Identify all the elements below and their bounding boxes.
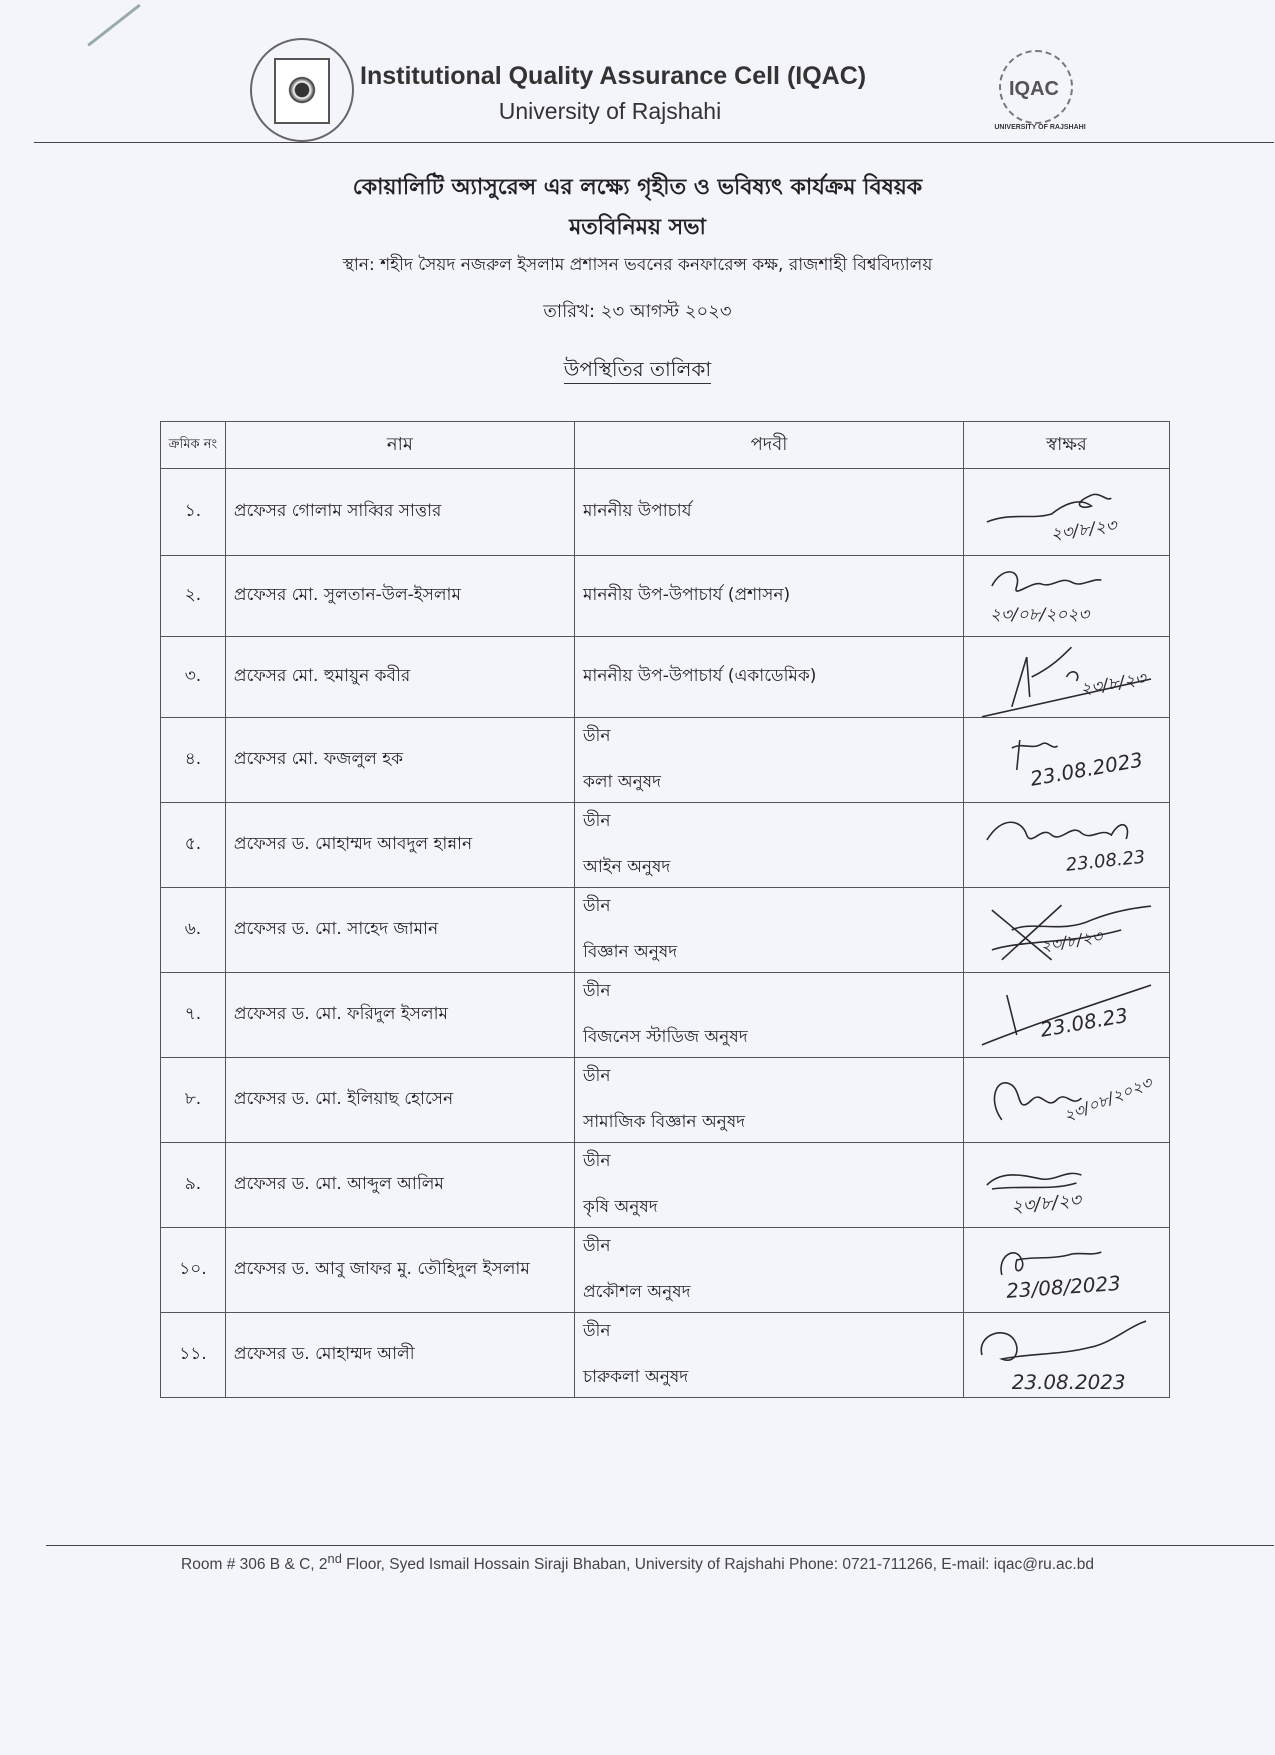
row-signature: [964, 888, 1170, 973]
attendance-table: [160, 421, 1170, 1398]
meeting-title-line1: কোয়ালিটি অ্যাসুরেন্স এর লক্ষ্যে গৃহীত ও ভবিষ্যৎ কার্যক্রম বিষয়ক: [352, 175, 923, 200]
row-serial: ১.: [161, 469, 226, 556]
signature-4: [972, 720, 1161, 800]
row-designation: [574, 1143, 963, 1228]
row-signature: [964, 637, 1170, 718]
footer-address: [0, 1551, 1275, 1574]
row-designation: [574, 1313, 963, 1398]
list-title-text: উপস্থিতির তালিকা: [564, 357, 711, 384]
designation-line1: ডীন: [582, 981, 611, 1001]
header-subtitle: University of Rajshahi: [498, 98, 722, 124]
designation-line2: বিজনেস স্টাডিজ অনুষদ: [582, 1027, 748, 1047]
row-serial: ৫.: [161, 803, 226, 888]
signature-date: 23.08.2023: [1028, 748, 1145, 791]
designation-line2: বিজ্ঞান অনুষদ: [582, 942, 678, 962]
row-name: প্রফেসর ড. মো. আব্দুল আলিম: [225, 1143, 574, 1228]
designation-line1: ডীন: [582, 726, 611, 746]
designation-line1: ডীন: [582, 811, 611, 831]
row-name: প্রফেসর মো. সুলতান-উল-ইসলাম: [225, 556, 574, 637]
row-signature: [964, 973, 1170, 1058]
row-serial: ৯.: [161, 1143, 226, 1228]
row-designation: [574, 469, 963, 556]
table-row: [161, 1143, 1170, 1228]
designation-line1: ডীন: [582, 896, 611, 916]
signature-date: ২৩/০৮/২০২৩: [1060, 1072, 1155, 1126]
designation-line2: কলা অনুষদ: [582, 772, 662, 792]
row-designation: [574, 556, 963, 637]
header-title: Institutional Quality Assurance Cell (IQAC): [360, 62, 867, 90]
row-name: প্রফেসর ড. মো. ফরিদুল ইসলাম: [225, 973, 574, 1058]
signature-1: [972, 472, 1161, 552]
designation-line1: ডীন: [582, 1151, 611, 1171]
designation-line1: মাননীয় উপাচার্য: [582, 501, 692, 521]
row-designation: [574, 803, 963, 888]
table-row: [161, 718, 1170, 803]
table-row: [161, 888, 1170, 973]
meeting-date: তারিখ: ২৩ আগস্ট ২০২৩: [543, 301, 732, 322]
signature-date: ২৩/৮/২৩: [1010, 1189, 1083, 1218]
row-designation: [574, 973, 963, 1058]
row-serial: ৬.: [161, 888, 226, 973]
header-designation: পদবী: [574, 422, 963, 469]
designation-line2: সামাজিক বিজ্ঞান অনুষদ: [582, 1112, 746, 1132]
list-title: [0, 355, 1275, 388]
header-signature: স্বাক্ষর: [964, 422, 1170, 469]
logo-shield: [274, 58, 330, 124]
meeting-venue: স্থান: শহীদ সৈয়দ নজরুল ইসলাম প্রশাসন ভবনের কনফারেন্স কক্ষ, রাজশাহী বিশ্ববিদ্যালয়: [342, 255, 933, 275]
table-row: [161, 803, 1170, 888]
row-signature: [964, 1143, 1170, 1228]
designation-line2: কৃষি অনুষদ: [582, 1197, 658, 1217]
footer-text-part1: Room # 306 B & C, 2: [181, 1556, 328, 1574]
signature-date: ২৩/৮/২৩: [1078, 667, 1148, 699]
designation-line1: মাননীয় উপ-উপাচার্য (একাডেমিক): [582, 666, 817, 686]
row-designation: [574, 718, 963, 803]
signature-9: [972, 1145, 1161, 1225]
row-name: প্রফেসর মো. ফজলুল হক: [225, 718, 574, 803]
row-name: প্রফেসর গোলাম সাব্বির সাত্তার: [225, 469, 574, 556]
signature-date: 23.08.23: [1064, 846, 1147, 876]
row-signature: [964, 1058, 1170, 1143]
table-row: [161, 469, 1170, 556]
signature-date: ২৩/৮/২৩: [1039, 926, 1104, 956]
row-serial: ৭.: [161, 973, 226, 1058]
header-name: নাম: [225, 422, 574, 469]
signature-7: [972, 975, 1161, 1055]
footer-text-part2: Floor, Syed Ismail Hossain Siraji Bhaban, University of Rajshahi Phone: 0721-711266, E-mail: iqac@ru.ac.bd: [341, 1556, 1094, 1574]
table-row: [161, 1058, 1170, 1143]
header-serial: ক্রমিক নং: [161, 422, 226, 469]
row-serial: ১০.: [161, 1228, 226, 1313]
row-name: প্রফেসর ড. মো. ইলিয়াছ হোসেন: [225, 1058, 574, 1143]
table-row: [161, 1228, 1170, 1313]
designation-line2: প্রকৌশল অনুষদ: [582, 1282, 691, 1302]
logo-emblem: [286, 74, 318, 106]
signature-date: 23/08/2023: [1005, 1271, 1122, 1303]
designation-line2: আইন অনুষদ: [582, 857, 671, 877]
row-name: প্রফেসর ড. মোহাম্মদ আবদুল হান্নান: [225, 803, 574, 888]
row-designation: [574, 1228, 963, 1313]
row-serial: ২.: [161, 556, 226, 637]
table-row: [161, 637, 1170, 718]
signature-5: [972, 805, 1161, 885]
table-row: [161, 1313, 1170, 1398]
row-designation: [574, 637, 963, 718]
table-header-row: [161, 422, 1170, 469]
staple-mark: [87, 4, 141, 47]
row-name: প্রফেসর ড. আবু জাফর মু. তৌহিদুল ইসলাম: [225, 1228, 574, 1313]
designation-line2: চারুকলা অনুষদ: [582, 1367, 689, 1387]
row-name: প্রফেসর ড. মো. সাহেদ জামান: [225, 888, 574, 973]
row-serial: ৩.: [161, 637, 226, 718]
university-logo: [250, 38, 354, 142]
row-signature: [964, 1228, 1170, 1313]
signature-date: 23.08.2023: [1011, 1370, 1126, 1394]
row-signature: [964, 718, 1170, 803]
row-signature: [964, 803, 1170, 888]
signature-10: [972, 1230, 1161, 1310]
table-row: [161, 973, 1170, 1058]
footer-superscript: nd: [327, 1551, 342, 1566]
designation-line1: ডীন: [582, 1321, 611, 1341]
table-body: [161, 469, 1170, 1398]
logo-caption: UNIVERSITY OF RAJSHAHI: [994, 124, 1086, 131]
signature-8: [972, 1060, 1161, 1140]
row-name: প্রফেসর মো. হুমায়ুন কবীর: [225, 637, 574, 718]
designation-line1: ডীন: [582, 1236, 611, 1256]
signature-date: ২৩/০৮/২০২৩: [989, 603, 1090, 624]
signature-date: ২৩/৮/২৩: [1049, 514, 1118, 544]
table-row: [161, 556, 1170, 637]
signature-date: 23.08.23: [1038, 1003, 1130, 1042]
signature-2: [972, 556, 1161, 636]
footer-divider: [46, 1545, 1274, 1546]
signature-6: [972, 890, 1161, 970]
designation-line1: মাননীয় উপ-উপাচার্য (প্রশাসন): [582, 585, 791, 605]
row-serial: ৪.: [161, 718, 226, 803]
signature-11: [972, 1315, 1161, 1395]
row-designation: [574, 1058, 963, 1143]
row-name: প্রফেসর ড. মোহাম্মদ আলী: [225, 1313, 574, 1398]
signature-3: [972, 637, 1161, 717]
row-designation: [574, 888, 963, 973]
header-divider: [34, 142, 1274, 143]
row-serial: ৮.: [161, 1058, 226, 1143]
row-serial: ১১.: [161, 1313, 226, 1398]
logo-text: IQAC: [1009, 78, 1059, 100]
row-signature: [964, 1313, 1170, 1398]
designation-line1: ডীন: [582, 1066, 611, 1086]
row-signature: [964, 469, 1170, 556]
meeting-title-line2: মতবিনিময় সভা: [569, 215, 706, 240]
iqac-logo: [985, 50, 1085, 136]
row-signature: [964, 556, 1170, 637]
